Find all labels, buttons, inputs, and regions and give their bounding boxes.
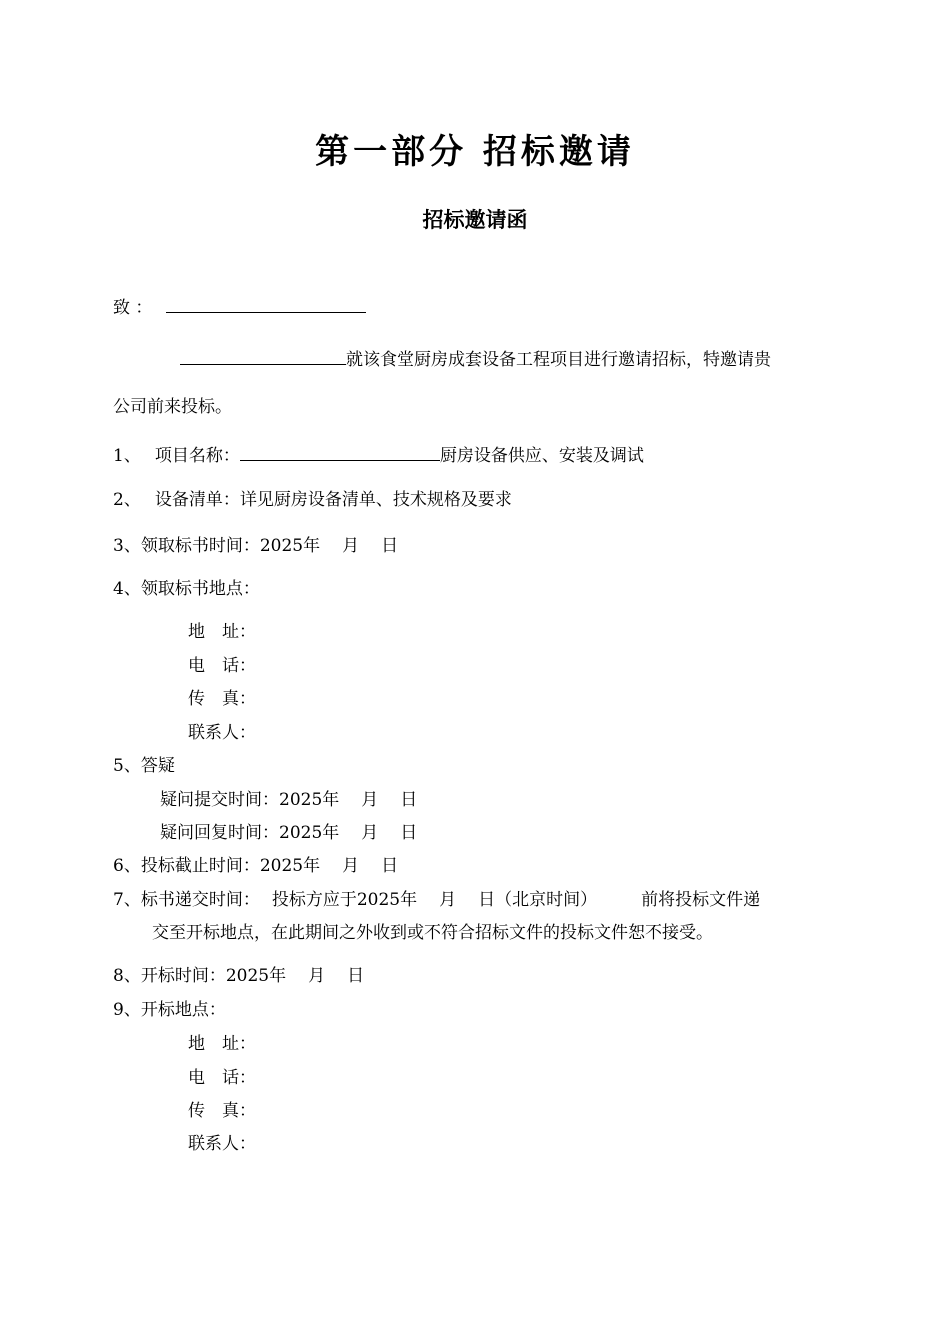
yue: 月 [342,536,360,556]
contact2-fax: 传 真： [188,1101,256,1121]
nian: 年 [400,890,418,910]
question-reply-label: 疑问回复时间： [160,823,279,843]
ri: 日 [347,966,365,986]
ri: 日 [400,823,418,843]
ri: 日 [478,890,496,910]
nian: 年 [303,536,321,556]
item-7-mid: 投标方应于 [271,890,357,910]
contact2-person: 联系人： [188,1134,256,1154]
item-5-label: 5、答疑 [113,756,175,776]
nian: 年 [303,856,321,876]
year: 2025 [356,890,401,910]
question-submit [160,790,417,810]
page-subtitle: 招标邀请函 [422,208,528,232]
page-title: 第一部分 招标邀请 [315,132,635,172]
year: 2025 [225,966,270,986]
item-2-text: 设备清单：详见厨房设备清单、技术规格及要求 [154,490,512,510]
nian: 年 [322,790,340,810]
to-label: 致 ： [113,298,153,318]
item-7-tail: 前将投标文件递 [641,890,761,910]
year: 2025 [259,536,304,556]
ri: 日 [381,856,399,876]
item-8 [113,966,364,986]
item-8-label: 8、开标时间： [113,966,226,986]
item-6 [113,856,398,876]
nian: 年 [269,966,287,986]
item-7-line-2: 交至开标地点，在此期间之外收到或不符合招标文件的投标文件恕不接受。 [152,923,713,943]
intro-text-a: 就该食堂厨房成套设备工程项目进行邀请招标，特邀请贵 [346,350,771,370]
item-2 [113,490,512,510]
intro-line-1 [180,347,771,370]
yue: 月 [308,966,326,986]
item-4-label: 4、领取标书地点： [113,579,260,599]
contact2-phone: 电 话： [188,1068,256,1088]
project-name-blank [240,443,440,461]
question-reply [160,823,417,843]
item-7-paren: （北京时间） [495,890,598,910]
ri: 日 [381,536,399,556]
contact1-fax: 传 真： [188,689,256,709]
item-2-num: 2、 [113,490,141,510]
intro-text-b: 公司前来投标。 [113,397,232,417]
yue: 月 [361,823,379,843]
yue: 月 [342,856,360,876]
item-7-label: 7、标书递交时间： [113,890,260,910]
contact1-address: 地 址： [188,622,256,642]
item-7-line-1 [113,890,760,910]
year: 2025 [279,790,323,810]
question-submit-label: 疑问提交时间： [160,790,279,810]
tenderer-blank [180,347,346,365]
nian: 年 [322,823,340,843]
item-1 [113,443,644,466]
recipient-blank [166,295,366,313]
contact2-address: 地 址： [188,1034,256,1054]
contact1-phone: 电 话： [188,656,256,676]
item-1-label: 项目名称： [154,446,240,466]
yue: 月 [361,790,379,810]
item-6-label: 6、投标截止时间： [113,856,260,876]
item-3-label: 3、领取标书时间： [113,536,260,556]
to-line [113,295,366,318]
yue: 月 [439,890,457,910]
item-1-tail: 厨房设备供应、安装及调试 [439,446,644,466]
year: 2025 [259,856,304,876]
item-1-num: 1、 [113,446,141,466]
year: 2025 [279,823,323,843]
contact1-person: 联系人： [188,723,256,743]
ri: 日 [400,790,418,810]
item-3 [113,536,398,556]
item-9-label: 9、开标地点： [113,1000,226,1020]
